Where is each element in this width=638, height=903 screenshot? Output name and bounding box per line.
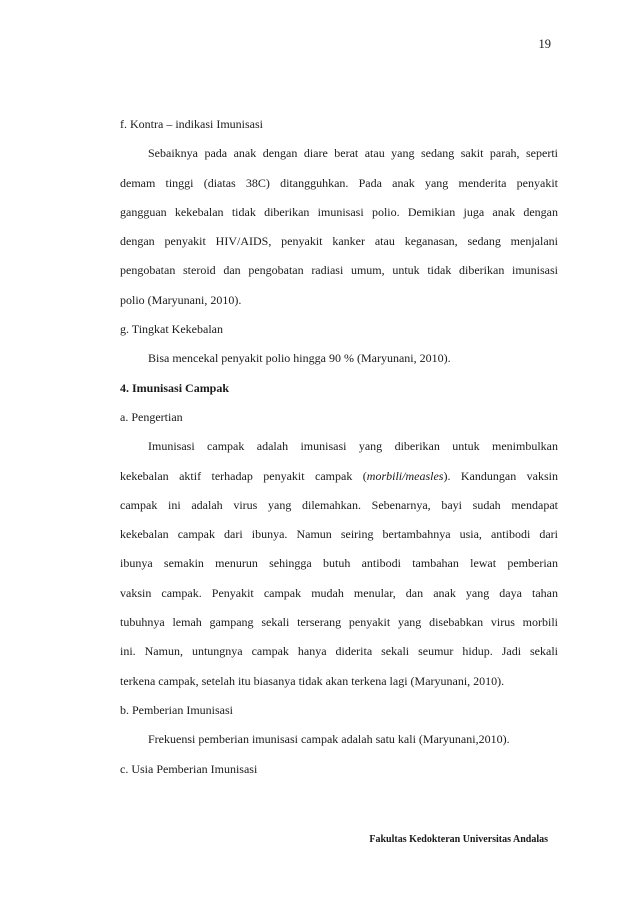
paragraph-line: gangguan kekebalan tidak diberikan imunisasi polio. Demikian juga anak dengan — [120, 204, 558, 219]
document-body — [120, 110, 558, 784]
page-number: 19 — [538, 37, 551, 51]
italic-term: morbili/measles — [366, 468, 444, 483]
subheading-pengertian: a. Pengertian — [120, 409, 183, 424]
paragraph-line: vaksin campak. Penyakit campak mudah menular, dan anak yang daya tahan — [120, 585, 558, 600]
paragraph-line: Sebaiknya pada anak dengan diare berat atau yang sedang sakit parah, seperti — [148, 146, 558, 161]
paragraph-line: ini. Namun, untungnya campak hanya diderita sekali seumur hidup. Jadi sekali — [120, 644, 558, 659]
text-run: ). Kandungan vaksin — [443, 468, 558, 483]
text-run: kekebalan aktif terhadap penyakit campak ( — [120, 468, 367, 483]
subheading-tingkat-kekebalan: g. Tingkat Kekebalan — [120, 322, 223, 337]
paragraph-line: pengobatan steroid dan pengobatan radiasi umum, untuk tidak diberikan imunisasi — [120, 263, 558, 278]
paragraph-line: kekebalan campak dari ibunya. Namun seiring bertambahnya usia, antibodi dari — [120, 527, 558, 542]
paragraph-line: terkena campak, setelah itu biasanya tidak akan terkena lagi (Maryunani, 2010). — [120, 673, 505, 688]
paragraph-line: Imunisasi campak adalah imunisasi yang diberikan untuk menimbulkan — [148, 439, 558, 454]
paragraph-line: demam tinggi (diatas 38C) ditangguhkan. Pada anak yang menderita penyakit — [120, 175, 558, 190]
footer-institution: Fakultas Kedokteran Universitas Andalas — [369, 834, 548, 845]
paragraph-line-italic — [120, 462, 558, 491]
paragraph-line: campak ini adalah virus yang dilemahkan. Sebenarnya, bayi sudah mendapat — [120, 497, 558, 512]
paragraph-line: Bisa mencekal penyakit polio hingga 90 % (Maryunani, 2010). — [148, 351, 451, 366]
paragraph-line: polio (Maryunani, 2010). — [120, 292, 242, 307]
paragraph-line: Frekuensi pemberian imunisasi campak adalah satu kali (Maryunani,2010). — [148, 732, 510, 747]
paragraph-line: tubuhnya lemah gampang sekali terserang penyakit yang disebabkan virus morbili — [120, 615, 558, 630]
paragraph-line: ibunya semakin menurun sehingga butuh antibodi tambahan lewat pemberian — [120, 556, 558, 571]
subheading-kontra-indikasi: f. Kontra – indikasi Imunisasi — [120, 117, 263, 131]
section-heading-imunisasi-campak: 4. Imunisasi Campak — [120, 380, 230, 395]
paragraph-line: dengan penyakit HIV/AIDS, penyakit kanker atau keganasan, sedang menjalani — [120, 234, 558, 249]
subheading-pemberian-imunisasi: b. Pemberian Imunisasi — [120, 702, 233, 717]
subheading-usia-pemberian: c. Usia Pemberian Imunisasi — [120, 761, 258, 776]
